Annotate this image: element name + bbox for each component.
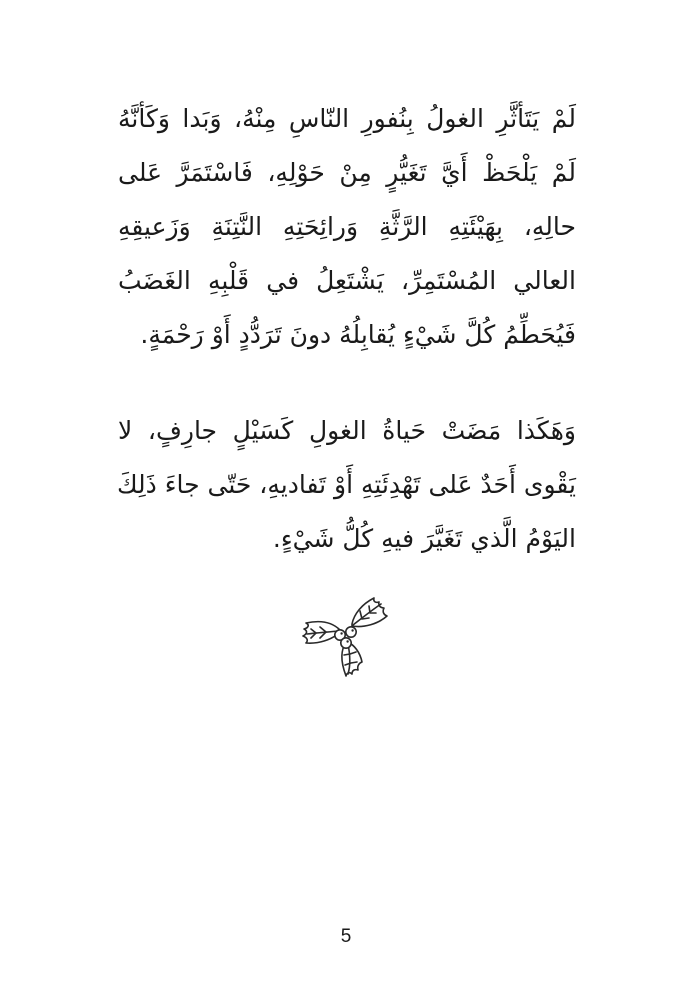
text-line: حالِهِ، بِهَيْئَتِهِ الرَّثَّةِ وَرائِحَتِهِ النَّتِنَةِ وَزَعيقِهِ <box>118 212 576 241</box>
text-line: العالي المُسْتَمِرِّ، يَشْتَعِلُ في قَلْبِهِ الغَضَبُ <box>118 266 576 295</box>
text-line: لَمْ يَتَأثَّرِ الغولُ بِنُفورِ النّاسِ مِنْهُ، وَبَدا وَكَأنَّهُ <box>118 104 576 133</box>
text-line: فَيُحَطِّمُ كُلَّ شَيْءٍ يُقابِلُهُ دونَ تَرَدُّدٍ أَوْ رَحْمَةٍ. <box>140 320 576 349</box>
paragraph-1 <box>118 92 576 362</box>
text-line: اليَوْمُ الَّذي تَغَيَّرَ فيهِ كُلُّ شَيْءٍ. <box>272 524 576 553</box>
holly-leaves-berries-icon <box>296 592 392 684</box>
text-line: يَقْوى أَحَدٌ عَلى تَهْدِئَتِهِ أَوْ تَفاديهِ، حَتّى جاءَ ذَلِكَ <box>116 470 576 499</box>
text-line: وَهَكَذا مَضَتْ حَياةُ الغولِ كَسَيْلٍ جارِفٍ، لا <box>118 416 576 445</box>
page-number: 5 <box>340 926 352 947</box>
text-line: لَمْ يَلْحَظْ أَيَّ تَغَيُّرٍ مِنْ حَوْلِهِ، فَاسْتَمَرَّ عَلى <box>118 158 576 187</box>
paragraph-2 <box>118 404 576 566</box>
